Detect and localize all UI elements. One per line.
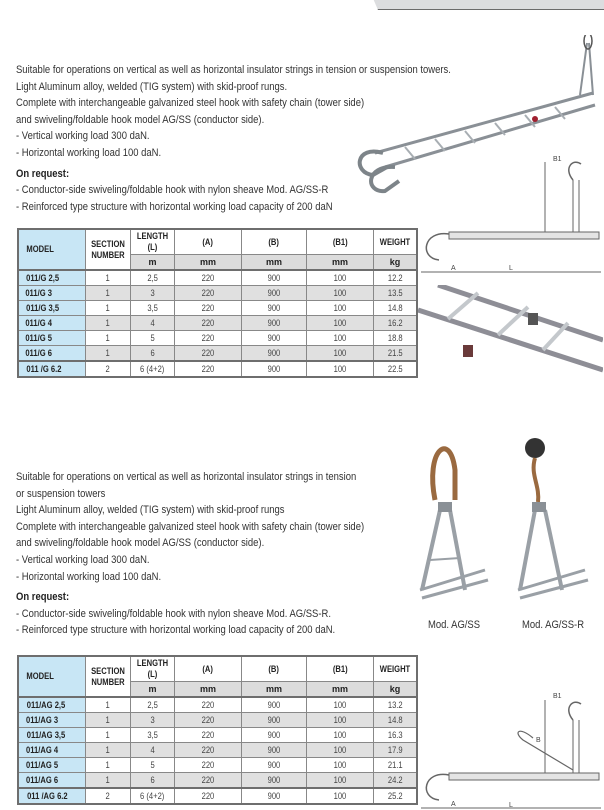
table-cell: 220 bbox=[175, 346, 242, 362]
unit: mm bbox=[307, 682, 374, 698]
table-cell: 13.2 bbox=[374, 697, 418, 713]
table-cell: 21.5 bbox=[374, 346, 418, 362]
desc-line: or suspension towers bbox=[16, 487, 106, 500]
table-cell: 5 bbox=[131, 331, 175, 346]
table-row bbox=[18, 286, 417, 301]
spec-table-2 bbox=[17, 655, 418, 805]
table-cell: 100 bbox=[307, 331, 374, 346]
cell-model: 011/G 2,5 bbox=[18, 270, 86, 286]
table-cell: 6 bbox=[131, 346, 175, 362]
label-a: A bbox=[451, 801, 456, 808]
header-b: (B) bbox=[242, 656, 307, 682]
table-cell: 14.8 bbox=[374, 713, 418, 728]
header-tab bbox=[372, 0, 604, 10]
table-row bbox=[18, 301, 417, 316]
table-row bbox=[18, 316, 417, 331]
table-row bbox=[18, 788, 417, 804]
table-cell: 1 bbox=[86, 301, 131, 316]
desc-line: - Horizontal working load 100 daN. bbox=[16, 570, 162, 583]
label-l: L bbox=[509, 802, 513, 809]
table-cell: 2 bbox=[86, 788, 131, 804]
table-cell: 900 bbox=[242, 331, 307, 346]
table-cell: 6 bbox=[131, 773, 175, 789]
table-body bbox=[18, 697, 417, 804]
header-a: (A) bbox=[175, 229, 242, 255]
table-row bbox=[18, 728, 417, 743]
table-row bbox=[18, 361, 417, 377]
desc-line: Complete with interchangeable galvanized steel hook with safety chain (tower side) bbox=[16, 97, 365, 110]
table-cell: 900 bbox=[242, 758, 307, 773]
table-cell: 22.5 bbox=[374, 361, 418, 377]
table-cell: 100 bbox=[307, 301, 374, 316]
table-cell: 3,5 bbox=[131, 301, 175, 316]
table-cell: 220 bbox=[175, 713, 242, 728]
table-cell: 220 bbox=[175, 773, 242, 789]
table-cell: 220 bbox=[175, 270, 242, 286]
table-cell: 100 bbox=[307, 788, 374, 804]
header-b: (B) bbox=[242, 229, 307, 255]
table-cell: 21.1 bbox=[374, 758, 418, 773]
table-cell: 1 bbox=[86, 728, 131, 743]
header-b1: (B1) bbox=[307, 229, 374, 255]
table-cell: 14.8 bbox=[374, 301, 418, 316]
table-cell: 100 bbox=[307, 713, 374, 728]
desc-line: - Vertical working load 300 daN. bbox=[16, 130, 150, 143]
header-section: SECTION NUMBER bbox=[86, 229, 131, 270]
caption-ag-ss-r: Mod. AG/SS-R bbox=[522, 619, 585, 631]
cell-model: 011 /AG 6.2 bbox=[18, 788, 86, 804]
desc-line: Light Aluminum alloy, welded (TIG system) with skid-proof rungs bbox=[16, 504, 285, 517]
table-cell: 900 bbox=[242, 301, 307, 316]
desc-line: Suitable for operations on vertical as well as horizontal insulator strings in tension or suspension towers. bbox=[16, 64, 451, 76]
table-cell: 1 bbox=[86, 773, 131, 789]
unit: m bbox=[131, 255, 175, 271]
table-cell: 2,5 bbox=[131, 270, 175, 286]
unit: mm bbox=[307, 255, 374, 271]
hook-photo-ag-ss-r bbox=[510, 430, 590, 610]
unit: mm bbox=[242, 682, 307, 698]
unit: mm bbox=[175, 255, 242, 271]
table-cell: 900 bbox=[242, 270, 307, 286]
table-cell: 2,5 bbox=[131, 697, 175, 713]
table-cell: 13.5 bbox=[374, 286, 418, 301]
unit: kg bbox=[374, 255, 418, 271]
table-cell: 220 bbox=[175, 743, 242, 758]
header-b1: (B1) bbox=[307, 656, 374, 682]
cell-model: 011/G 3,5 bbox=[18, 301, 86, 316]
desc-line: Suitable for operations on vertical as well as horizontal insulator strings in tension bbox=[16, 471, 357, 483]
table-cell: 220 bbox=[175, 697, 242, 713]
table-cell: 220 bbox=[175, 758, 242, 773]
table-cell: 1 bbox=[86, 713, 131, 728]
table-cell: 25.2 bbox=[374, 788, 418, 804]
on-request-title: On request: bbox=[16, 591, 70, 604]
table-cell: 900 bbox=[242, 316, 307, 331]
desc-line: Light Aluminum alloy, welded (TIG system) with skid-proof rungs. bbox=[16, 80, 288, 93]
table-cell: 1 bbox=[86, 331, 131, 346]
label-l: L bbox=[509, 265, 513, 272]
table-cell: 18.8 bbox=[374, 331, 418, 346]
on-request-item: - Conductor-side swiveling/foldable hook with nylon sheave Mod. AG/SS-R bbox=[16, 184, 329, 197]
table-cell: 6 (4+2) bbox=[131, 361, 175, 377]
on-request-item: - Conductor-side swiveling/foldable hook with nylon sheave Mod. AG/SS-R. bbox=[16, 607, 331, 620]
cell-model: 011/AG 6 bbox=[18, 773, 86, 789]
table-cell: 4 bbox=[131, 316, 175, 331]
table-cell: 2 bbox=[86, 361, 131, 377]
cell-model: 011/AG 3,5 bbox=[18, 728, 86, 743]
table-cell: 24.2 bbox=[374, 773, 418, 789]
table-body bbox=[18, 270, 417, 377]
label-b: B bbox=[536, 737, 541, 744]
header-section: SECTION NUMBER bbox=[86, 656, 131, 697]
header-length: LENGTH (L) bbox=[131, 656, 175, 682]
table-cell: 900 bbox=[242, 713, 307, 728]
cell-model: 011/AG 2,5 bbox=[18, 697, 86, 713]
header-model: MODEL bbox=[18, 229, 86, 270]
hook-photo-ag-ss bbox=[410, 430, 490, 610]
header-weight: WEIGHT bbox=[374, 656, 418, 682]
table-cell: 900 bbox=[242, 346, 307, 362]
table-cell: 16.3 bbox=[374, 728, 418, 743]
table-row bbox=[18, 270, 417, 286]
unit: mm bbox=[175, 682, 242, 698]
label-a: A bbox=[451, 265, 456, 272]
table-cell: 900 bbox=[242, 361, 307, 377]
cell-model: 011/G 3 bbox=[18, 286, 86, 301]
on-request-title: On request: bbox=[16, 167, 70, 180]
table-cell: 220 bbox=[175, 316, 242, 331]
table-cell: 220 bbox=[175, 728, 242, 743]
table-cell: 3 bbox=[131, 713, 175, 728]
caption-ag-ss: Mod. AG/SS bbox=[428, 619, 481, 631]
unit: m bbox=[131, 682, 175, 698]
cell-model: 011/G 6 bbox=[18, 346, 86, 362]
table-row bbox=[18, 773, 417, 789]
table-row bbox=[18, 697, 417, 713]
table-cell: 16.2 bbox=[374, 316, 418, 331]
table-cell: 900 bbox=[242, 728, 307, 743]
ladder-diagram-2 bbox=[413, 680, 603, 810]
label-b1: B1 bbox=[553, 156, 562, 163]
table-row bbox=[18, 758, 417, 773]
table-cell: 900 bbox=[242, 743, 307, 758]
cell-model: 011/G 4 bbox=[18, 316, 86, 331]
cell-model: 011/AG 3 bbox=[18, 713, 86, 728]
table-cell: 100 bbox=[307, 758, 374, 773]
table-cell: 1 bbox=[86, 758, 131, 773]
on-request-item: - Reinforced type structure with horizontal working load capacity of 200 daN. bbox=[16, 624, 336, 637]
desc-line: and swiveling/foldable hook model AG/SS (conductor side). bbox=[16, 113, 265, 126]
desc-line: and swiveling/foldable hook model AG/SS (conductor side). bbox=[16, 537, 265, 550]
table-cell: 100 bbox=[307, 361, 374, 377]
unit: mm bbox=[242, 255, 307, 271]
table-cell: 220 bbox=[175, 788, 242, 804]
cell-model: 011/AG 5 bbox=[18, 758, 86, 773]
table-cell: 6 (4+2) bbox=[131, 788, 175, 804]
header-length: LENGTH (L) bbox=[131, 229, 175, 255]
on-request-item: - Reinforced type structure with horizontal working load capacity of 200 daN bbox=[16, 200, 333, 213]
table-cell: 220 bbox=[175, 286, 242, 301]
table-cell: 220 bbox=[175, 301, 242, 316]
table-cell: 100 bbox=[307, 728, 374, 743]
ladder-diagram-1 bbox=[413, 150, 603, 280]
cell-model: 011 /G 6.2 bbox=[18, 361, 86, 377]
unit: kg bbox=[374, 682, 418, 698]
table-cell: 1 bbox=[86, 270, 131, 286]
table-row bbox=[18, 713, 417, 728]
header-a: (A) bbox=[175, 656, 242, 682]
label-b1: B1 bbox=[553, 693, 562, 700]
table-cell: 100 bbox=[307, 346, 374, 362]
desc-line: - Vertical working load 300 daN. bbox=[16, 553, 150, 566]
cell-model: 011/AG 4 bbox=[18, 743, 86, 758]
table-cell: 4 bbox=[131, 743, 175, 758]
table-cell: 100 bbox=[307, 286, 374, 301]
table-cell: 100 bbox=[307, 316, 374, 331]
table-cell: 900 bbox=[242, 697, 307, 713]
table-row bbox=[18, 743, 417, 758]
cell-model: 011/G 5 bbox=[18, 331, 86, 346]
table-cell: 100 bbox=[307, 773, 374, 789]
table-cell: 1 bbox=[86, 316, 131, 331]
table-row bbox=[18, 346, 417, 362]
table-cell: 900 bbox=[242, 286, 307, 301]
table-cell: 12.2 bbox=[374, 270, 418, 286]
table-cell: 1 bbox=[86, 743, 131, 758]
desc-line: Complete with interchangeable galvanized steel hook with safety chain (tower side) bbox=[16, 520, 365, 533]
header-model: MODEL bbox=[18, 656, 86, 697]
table-row bbox=[18, 331, 417, 346]
table-cell: 5 bbox=[131, 758, 175, 773]
table-cell: 1 bbox=[86, 286, 131, 301]
table-cell: 100 bbox=[307, 743, 374, 758]
section2-description bbox=[16, 469, 364, 639]
table-cell: 17.9 bbox=[374, 743, 418, 758]
table-cell: 3 bbox=[131, 286, 175, 301]
table-cell: 1 bbox=[86, 346, 131, 362]
table-cell: 900 bbox=[242, 773, 307, 789]
table-cell: 100 bbox=[307, 270, 374, 286]
desc-line: - Horizontal working load 100 daN. bbox=[16, 146, 162, 159]
table-cell: 3,5 bbox=[131, 728, 175, 743]
ladder-closeup-photo bbox=[418, 285, 603, 385]
table-cell: 1 bbox=[86, 697, 131, 713]
table-cell: 220 bbox=[175, 361, 242, 377]
table-cell: 900 bbox=[242, 788, 307, 804]
header-weight: WEIGHT bbox=[374, 229, 418, 255]
table-cell: 100 bbox=[307, 697, 374, 713]
table-cell: 220 bbox=[175, 331, 242, 346]
spec-table-1 bbox=[17, 228, 418, 378]
